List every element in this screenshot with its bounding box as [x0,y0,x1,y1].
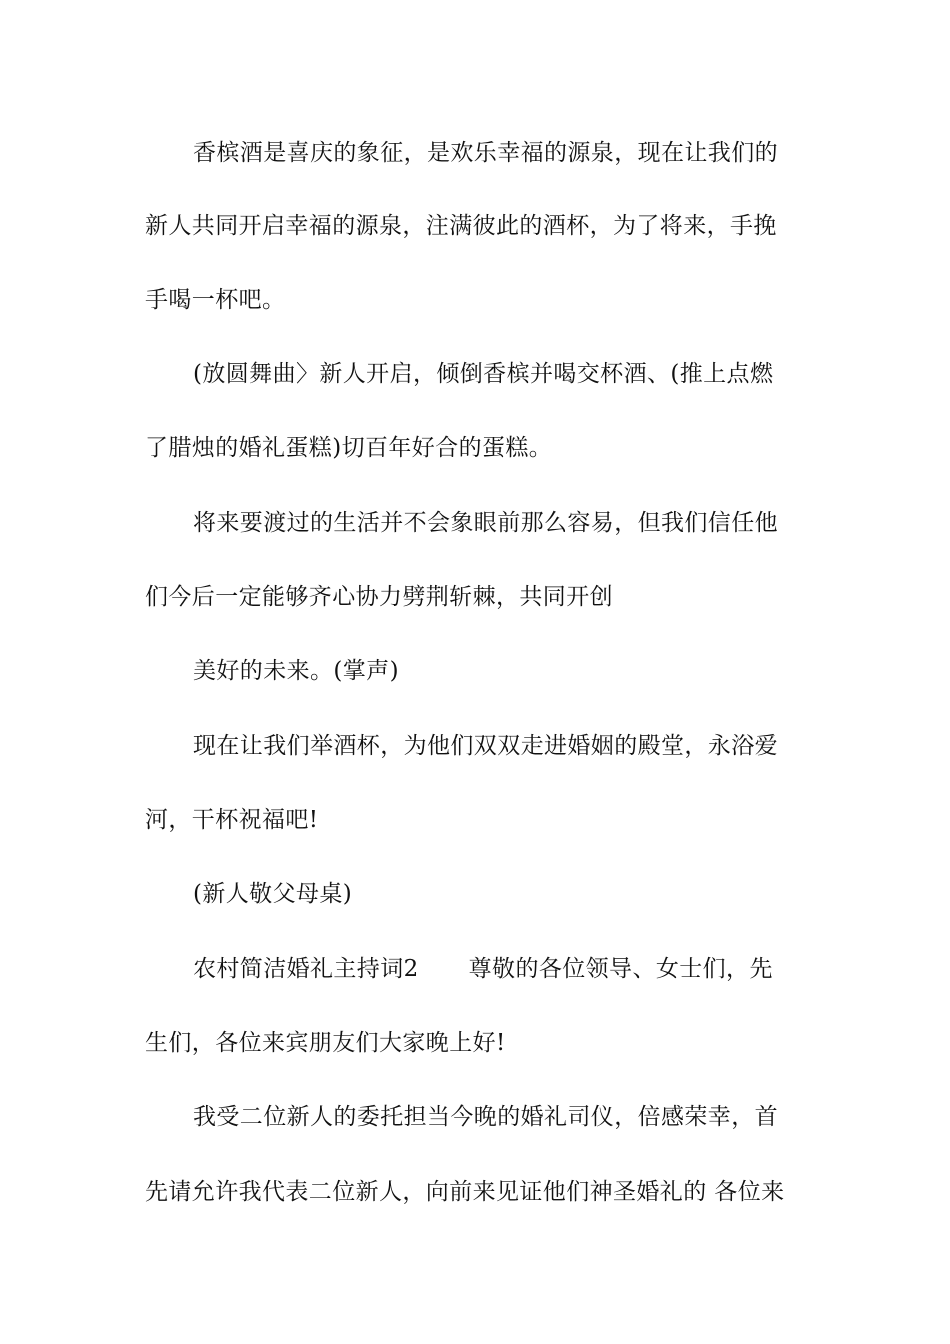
text-line-heading [193,954,813,984]
text-line: 河，干杯祝福吧! [145,807,319,833]
text-line: (新人敬父母桌) [193,881,353,907]
text-line: 香槟酒是喜庆的象征，是欢乐幸福的源泉，现在让我们的 [193,140,778,166]
text-line: 了腊烛的婚礼蛋糕)切百年好合的蛋糕。 [145,435,553,461]
text-line: 我受二位新人的委托担当今晚的婚礼司仪，倍感荣幸，首 [193,1104,778,1130]
text-line: 们今后一定能够齐心协力劈荆斩棘，共同开创 [145,584,613,610]
text-span: 尊敬的各位领导、女士们，先 [468,956,773,982]
text-line: (放圆舞曲〉新人开启，倾倒香槟并喝交杯酒、(推上点燃 [193,361,774,387]
text-line: 将来要渡过的生活并不会象眼前那么容易，但我们信任他 [193,510,778,536]
text-line: 先请允许我代表二位新人，向前来见证他们神圣婚礼的 各位来 [145,1179,785,1205]
text-line: 新人共同开启幸福的源泉，注满彼此的酒杯，为了将来，手挽 [145,213,777,239]
text-line: 美好的未来。(掌声) [193,658,399,684]
text-line: 现在让我们举酒杯，为他们双双走进婚姻的殿堂，永浴爱 [193,733,778,759]
section-title: 农村简洁婚礼主持词2 [193,956,419,982]
text-line: 手喝一杯吧。 [145,287,286,313]
text-line: 生们，各位来宾朋友们大家晚上好! [145,1030,506,1056]
